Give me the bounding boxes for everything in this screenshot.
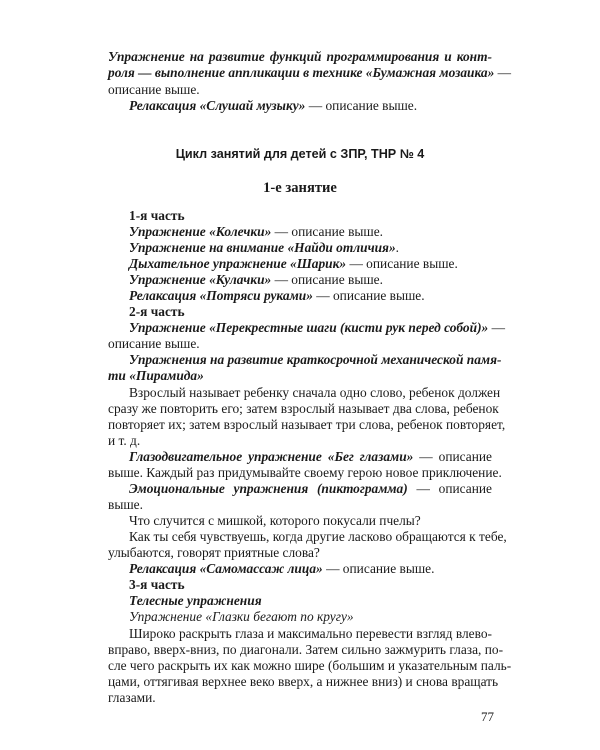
part-1-exercise-differences bbox=[129, 240, 399, 256]
eye-exercise-line-2: выше. Каждый раз придумывайте своему герою новое приключение. bbox=[108, 465, 502, 480]
part-3-subtitle: Телесные упражнения bbox=[129, 593, 262, 608]
relaxation-face-massage bbox=[129, 561, 434, 577]
relaxation-music-title: Релаксация «Слушай музыку» bbox=[129, 98, 306, 113]
part-1-title: 1-я часть bbox=[129, 208, 185, 223]
pyramid-description-line-2: сразу же повторить его; затем взрослый называет два слова, ребенок bbox=[108, 401, 499, 416]
part-1-exercise-fists-title: Упражнение «Кулачки» bbox=[129, 272, 272, 287]
part-1-relaxation-hands-rest: — описание выше. bbox=[312, 288, 425, 303]
exercise-programming-line-1: Упражнение на развитие функций программирования и конт- bbox=[108, 49, 492, 64]
part-1-exercise-differences-rest: . bbox=[395, 240, 400, 255]
part-1-exercise-differences-title: Упражнение на внимание «Найди отличия» bbox=[129, 240, 396, 255]
part-1-exercise-rings-rest: — описание выше. bbox=[271, 224, 384, 239]
emotional-exercise-line-1 bbox=[129, 481, 492, 497]
cycle-title: Цикл занятий для детей с ЗПР, ТНР № 4 bbox=[175, 147, 425, 161]
relaxation-face-massage-title: Релаксация «Самомассаж лица» bbox=[129, 561, 323, 576]
emotional-exercise-title: Эмоциональные упражнения (пиктограмма) bbox=[129, 481, 408, 496]
exercise-programming-line-2 bbox=[108, 65, 512, 81]
question-feelings-line-1: Как ты себя чувствуешь, когда другие ласково обращаются к тебе, bbox=[129, 529, 507, 544]
emotional-exercise-line-2: выше. bbox=[108, 497, 143, 512]
part-1-exercise-balloon bbox=[129, 256, 458, 272]
part-3-exercise-title: Упражнение «Глазки бегают по кругу» bbox=[129, 609, 354, 624]
pyramid-description-line-4: и т. д. bbox=[108, 433, 141, 448]
part-1-exercise-fists-rest: — описание выше. bbox=[271, 272, 383, 287]
part-1-exercise-rings bbox=[129, 224, 383, 240]
exercise-programming-line-3: описание выше. bbox=[108, 82, 200, 97]
eye-exercise-title: Глазодвигательное упражнение «Бег глазами» bbox=[129, 449, 414, 464]
part-1-relaxation-hands-title: Релаксация «Потряси руками» bbox=[129, 288, 313, 303]
part-2-title: 2-я часть bbox=[129, 304, 185, 319]
emotional-exercise-rest: — описание bbox=[407, 481, 492, 496]
exercise-programming-title: роля — выполнение аппликации в технике «Бумажная мозаика» bbox=[108, 65, 495, 80]
eye-exercise-line-1 bbox=[129, 449, 492, 465]
part-2-exercise-cross-steps-rest: — bbox=[488, 320, 505, 335]
part-1-exercise-balloon-rest: — описание выше. bbox=[346, 256, 458, 271]
question-feelings-line-2: улыбаются, говорят приятные слова? bbox=[108, 545, 320, 560]
part-1-exercise-balloon-title: Дыхательное упражнение «Шарик» bbox=[129, 256, 347, 271]
part-3-description-line-3: сле чего раскрыть их как можно шире (большим и указательным паль- bbox=[108, 658, 512, 673]
part-1-exercise-fists bbox=[129, 272, 383, 288]
part-2-memory-exercise-line-1: Упражнения на развитие краткосрочной механической памя- bbox=[129, 352, 502, 367]
part-2-exercise-cross-steps-line-2: описание выше. bbox=[108, 336, 200, 351]
exercise-programming-dash: — bbox=[494, 65, 512, 80]
part-3-description-line-2: вправо, вверх-вниз, по диагонали. Затем сильно зажмурить глаза, по- bbox=[108, 642, 504, 657]
part-3-title: 3-я часть bbox=[129, 577, 185, 592]
relaxation-music bbox=[129, 98, 417, 114]
page-number: 77 bbox=[481, 709, 494, 724]
part-3-description-line-4: цами, оттягивая верхнее веко вверх, а нижнее вниз) и снова вращать bbox=[108, 674, 499, 689]
part-3-description-line-1: Широко раскрыть глаза и максимально перевести взгляд влево- bbox=[129, 626, 492, 641]
question-bear: Что случится с мишкой, которого покусали пчелы? bbox=[129, 513, 421, 528]
part-2-memory-exercise-line-2: ти «Пирамида» bbox=[108, 368, 204, 383]
part-2-exercise-cross-steps-title: Упражнение «Перекрестные шаги (кисти рук перед собой)» bbox=[129, 320, 489, 335]
lesson-title: 1-е занятие bbox=[263, 180, 337, 196]
relaxation-music-rest: — описание выше. bbox=[305, 98, 418, 113]
pyramid-description-line-1: Взрослый называет ребенку сначала одно слово, ребенок должен bbox=[129, 385, 501, 400]
pyramid-description-line-3: повторяет их; затем взрослый называет три слова, ребенок повторяет, bbox=[108, 417, 506, 432]
part-3-description-line-5: глазами. bbox=[108, 690, 156, 705]
eye-exercise-rest: — описание bbox=[413, 449, 492, 464]
relaxation-face-massage-rest: — описание выше. bbox=[322, 561, 435, 576]
part-1-relaxation-hands bbox=[129, 288, 425, 304]
part-1-exercise-rings-title: Упражнение «Колечки» bbox=[129, 224, 272, 239]
part-2-exercise-cross-steps bbox=[129, 320, 505, 336]
